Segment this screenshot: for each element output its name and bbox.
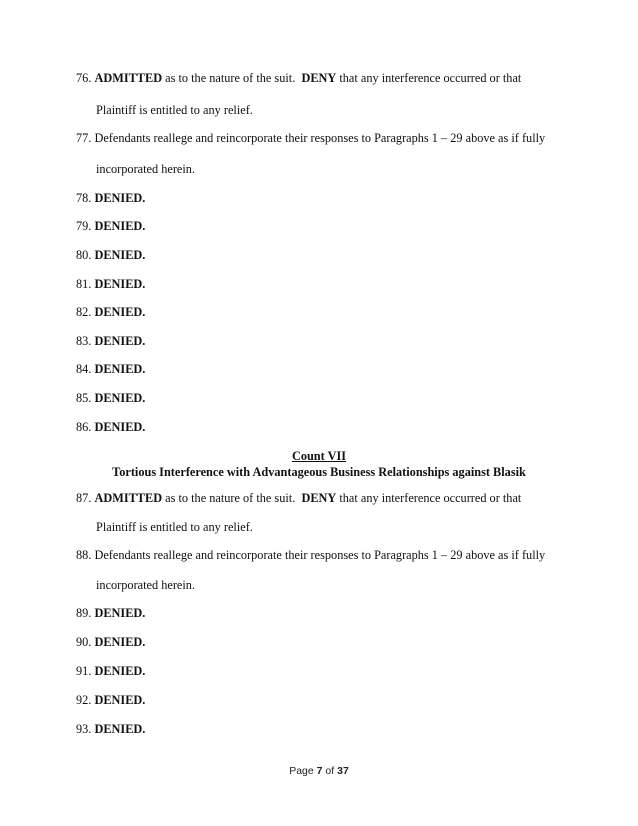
deny-label: DENY [301,491,337,505]
page-word: Page [289,765,314,777]
paragraph-number: 76. [76,71,92,85]
paragraph-87 [76,490,521,506]
paragraph-number: 92. [76,693,92,707]
page-number: 7 [316,765,323,777]
paragraph-82 [76,304,145,320]
paragraph-number: 91. [76,664,92,678]
count-subtitle: Tortious Interference with Advantageous Business Relationships against Blasik [112,465,526,479]
page-total: 37 [337,765,349,777]
paragraph-91 [76,663,145,679]
paragraph-number: 90. [76,635,92,649]
paragraph-88-continuation: incorporated herein. [96,578,196,592]
paragraph-85 [76,390,145,406]
denied-label: DENIED. [94,664,146,678]
denied-label: DENIED. [94,305,146,319]
paragraph-number: 77. [76,131,92,145]
paragraph-76-continuation: Plaintiff is entitled to any relief. [96,103,253,117]
paragraph-text: that any interference occurred or that [336,491,522,505]
paragraph-number: 85. [76,391,92,405]
paragraph-77 [76,130,545,146]
paragraph-79 [76,218,145,234]
paragraph-number: 86. [76,420,92,434]
paragraph-text: Defendants reallege and reincorporate their responses to Paragraphs 1 – 29 above as if fully [94,131,546,145]
paragraph-78 [76,190,145,206]
of-word: of [325,765,335,777]
paragraph-77-continuation: incorporated herein. [96,162,196,176]
paragraph-number: 80. [76,248,92,262]
admitted-label: ADMITTED [94,71,163,85]
page-footer [0,764,638,778]
paragraph-76 [76,70,521,86]
paragraph-number: 88. [76,548,92,562]
count-title [0,448,638,464]
paragraph-number: 81. [76,277,92,291]
denied-label: DENIED. [94,391,146,405]
paragraph-number: 79. [76,219,92,233]
paragraph-text: as to the nature of the suit. [162,491,302,505]
paragraph-83 [76,333,145,349]
paragraph-93 [76,721,145,737]
denied-label: DENIED. [94,693,146,707]
denied-label: DENIED. [94,635,146,649]
paragraph-text: Defendants reallege and reincorporate their responses to Paragraphs 1 – 29 above as if fully [94,548,546,562]
denied-label: DENIED. [94,219,146,233]
paragraph-92 [76,692,145,708]
paragraph-number: 89. [76,606,92,620]
paragraph-number: 83. [76,334,92,348]
paragraph-number: 78. [76,191,92,205]
denied-label: DENIED. [94,606,146,620]
denied-label: DENIED. [94,722,146,736]
paragraph-86 [76,419,145,435]
denied-label: DENIED. [94,362,146,376]
denied-label: DENIED. [94,277,146,291]
denied-label: DENIED. [94,334,146,348]
paragraph-84 [76,361,145,377]
denied-label: DENIED. [94,248,146,262]
paragraph-number: 84. [76,362,92,376]
paragraph-88 [76,547,545,563]
paragraph-number: 93. [76,722,92,736]
paragraph-text: that any interference occurred or that [336,71,522,85]
paragraph-90 [76,634,145,650]
denied-label: DENIED. [94,191,146,205]
denied-label: DENIED. [94,420,146,434]
paragraph-87-continuation: Plaintiff is entitled to any relief. [96,520,253,534]
paragraph-81 [76,276,145,292]
paragraph-number: 87. [76,491,92,505]
paragraph-89 [76,605,145,621]
paragraph-80 [76,247,145,263]
deny-label: DENY [301,71,337,85]
paragraph-text: as to the nature of the suit. [162,71,302,85]
admitted-label: ADMITTED [94,491,163,505]
count-title-text: Count VII [291,449,347,463]
paragraph-number: 82. [76,305,92,319]
